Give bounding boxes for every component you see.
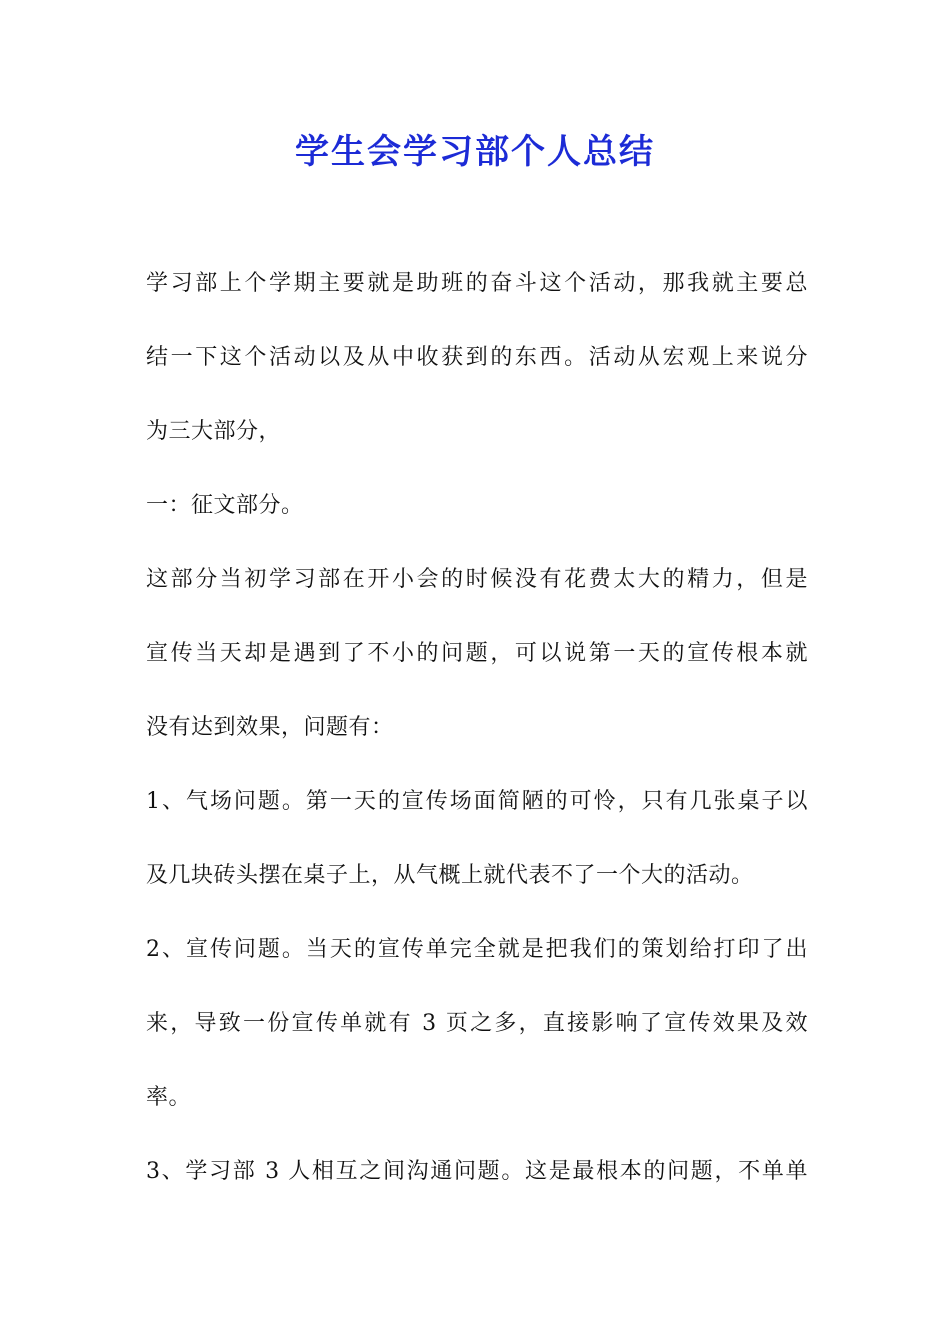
body-line-1: 学习部上个学期主要就是助班的奋斗这个活动，那我就主要总 — [146, 271, 808, 296]
body-line-5: 这部分当初学习部在开小会的时候没有花费太大的精力，但是 — [146, 567, 808, 592]
document-title: 学生会学习部个人总结 — [295, 132, 655, 172]
list-item-1-line-2: 及几块砖头摆在桌子上，从气概上就代表不了一个大的活动。 — [146, 863, 754, 888]
list-item-1-line-1: 1、气场问题。第一天的宣传场面简陋的可怜，只有几张桌子以 — [146, 789, 808, 814]
body-line-2: 结一下这个活动以及从中收获到的东西。活动从宏观上来说分 — [146, 345, 808, 370]
list-item-2-line-3: 率。 — [146, 1085, 192, 1110]
list-item-3-line-1: 3、学习部 3 人相互之间沟通问题。这是最根本的问题，不单单 — [146, 1159, 808, 1184]
section-heading-essay: 一：征文部分。 — [146, 493, 304, 518]
body-line-6: 宣传当天却是遇到了不小的问题，可以说第一天的宣传根本就 — [146, 641, 808, 666]
body-line-3: 为三大部分， — [146, 419, 282, 444]
document-body — [146, 262, 808, 1224]
body-line-7: 没有达到效果，问题有： — [146, 715, 394, 740]
list-item-2-line-2: 来，导致一份宣传单就有 3 页之多，直接影响了宣传效果及效 — [146, 1011, 808, 1036]
list-item-2-line-1: 2、宣传问题。当天的宣传单完全就是把我们的策划给打印了出 — [146, 937, 808, 962]
